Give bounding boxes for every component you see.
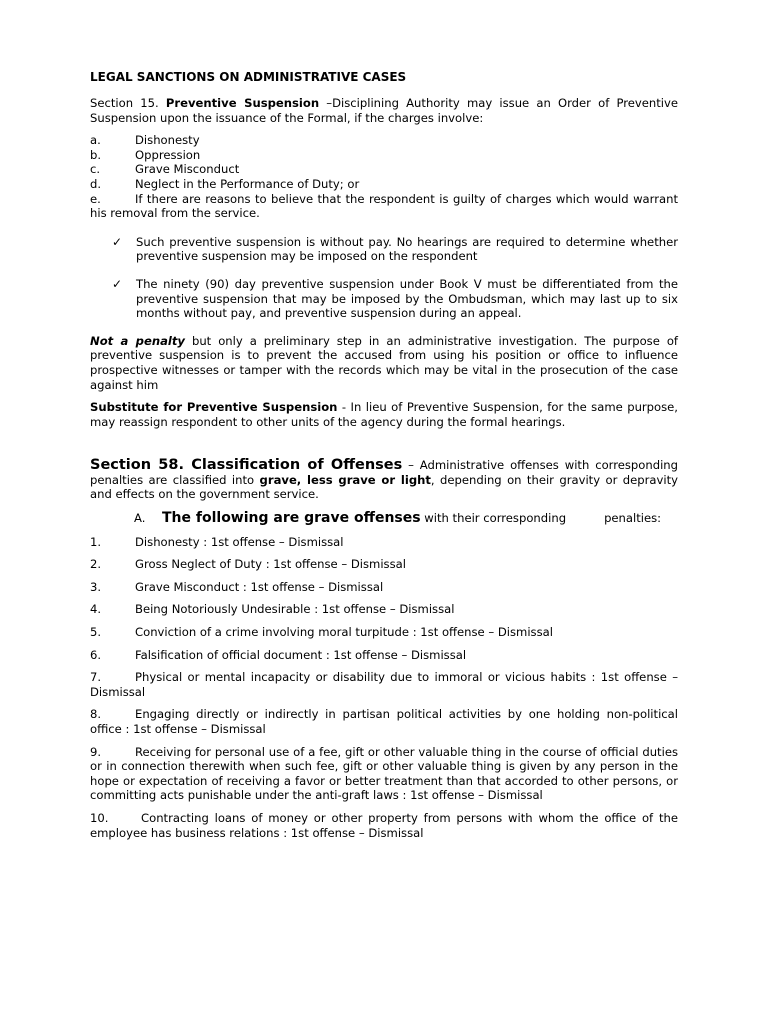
list-item: 9. Receiving for personal use of a fee, gift or other valuable thing in the course of official duties or in connection therewith when such fee, gift or other valuable thing is given by any person in the hope or expectation of receiving a favor or better treatment than that accorded to other persons, or committing acts punishable under the anti-graft laws : 1st offense – Dismissal [90,744,678,803]
list-item: 7. Physical or mental incapacity or disability due to immoral or vicious habits : 1st offense – Dismissal [90,670,678,699]
list-item: 3. Grave Misconduct : 1st offense – Dismissal [90,579,384,594]
list-item: 2. Gross Neglect of Duty : 1st offense – Dismissal [90,557,406,572]
not-a-penalty-paragraph: Not a penalty but only a preliminary step in an administrative investigation. The purpose of preventive suspension is to prevent the accused from using his position or office to influence prospective witnesses or tamper with the records which may be vital in the prosecution of the case against him [90,333,679,392]
list-item: a. Dishonesty [90,133,200,148]
list-item: b. Oppression [90,147,201,162]
offenses-list [90,535,678,841]
list-item: 8. Engaging directly or indirectly in partisan political activities by one holding non-political office : 1st offense – Dismissal [90,707,678,736]
list-item: 6. Falsification of official document : 1st offense – Dismissal [90,647,467,662]
document-page [90,70,678,848]
document-title: LEGAL SANCTIONS ON ADMINISTRATIVE CASES [90,70,407,84]
list-item: d. Neglect in the Performance of Duty; or [90,176,360,191]
check-item: ✓ Such preventive suspension is without pay. No hearings are required to determine whether preventive suspension may be imposed on the respondent [112,234,678,264]
list-item: 4. Being Notoriously Undesirable : 1st offense – Dismissal [90,602,455,617]
list-item: c. Grave Misconduct [90,162,240,177]
checkmark-icon: ✓ [112,276,123,291]
list-item: 1. Dishonesty : 1st offense – Dismissal [90,534,344,549]
list-item: 10. Contracting loans of money or other property from persons with whom the office of the employee has business relations : 1st offense – Dismissal [90,810,678,840]
checkmark-icon: ✓ [112,234,123,249]
charges-list [90,133,678,221]
check-item: ✓ The ninety (90) day preventive suspension under Book V must be differentiated from the preventive suspension that may be imposed by the Ombudsman, which may last up to six months without pay, and preventive suspension during an appeal. [112,276,678,321]
grave-offenses-heading: A. The following are grave offenses with their corresponding penalties: [134,510,662,527]
section-15-paragraph: Section 15. Preventive Suspension –Disciplining Authority may issue an Order of Preventive Suspension upon the issuance of the Formal, if the charges involve: [90,96,678,125]
list-item: 5. Conviction of a crime involving moral turpitude : 1st offense – Dismissal [90,625,553,640]
section-58-paragraph: Section 58. Classification of Offenses – Administrative offenses with corresponding penalties are classified into grave, less grave or light, depending on their gravity or depravity and effects on the government service. [90,457,678,502]
substitute-paragraph: Substitute for Preventive Suspension - In lieu of Preventive Suspension, for the same purpose, may reassign respondent to other units of the agency during the formal hearings. [90,400,678,429]
list-item: e. If there are reasons to believe that the respondent is guilty of charges which would warrant his removal from the service. [90,191,678,221]
